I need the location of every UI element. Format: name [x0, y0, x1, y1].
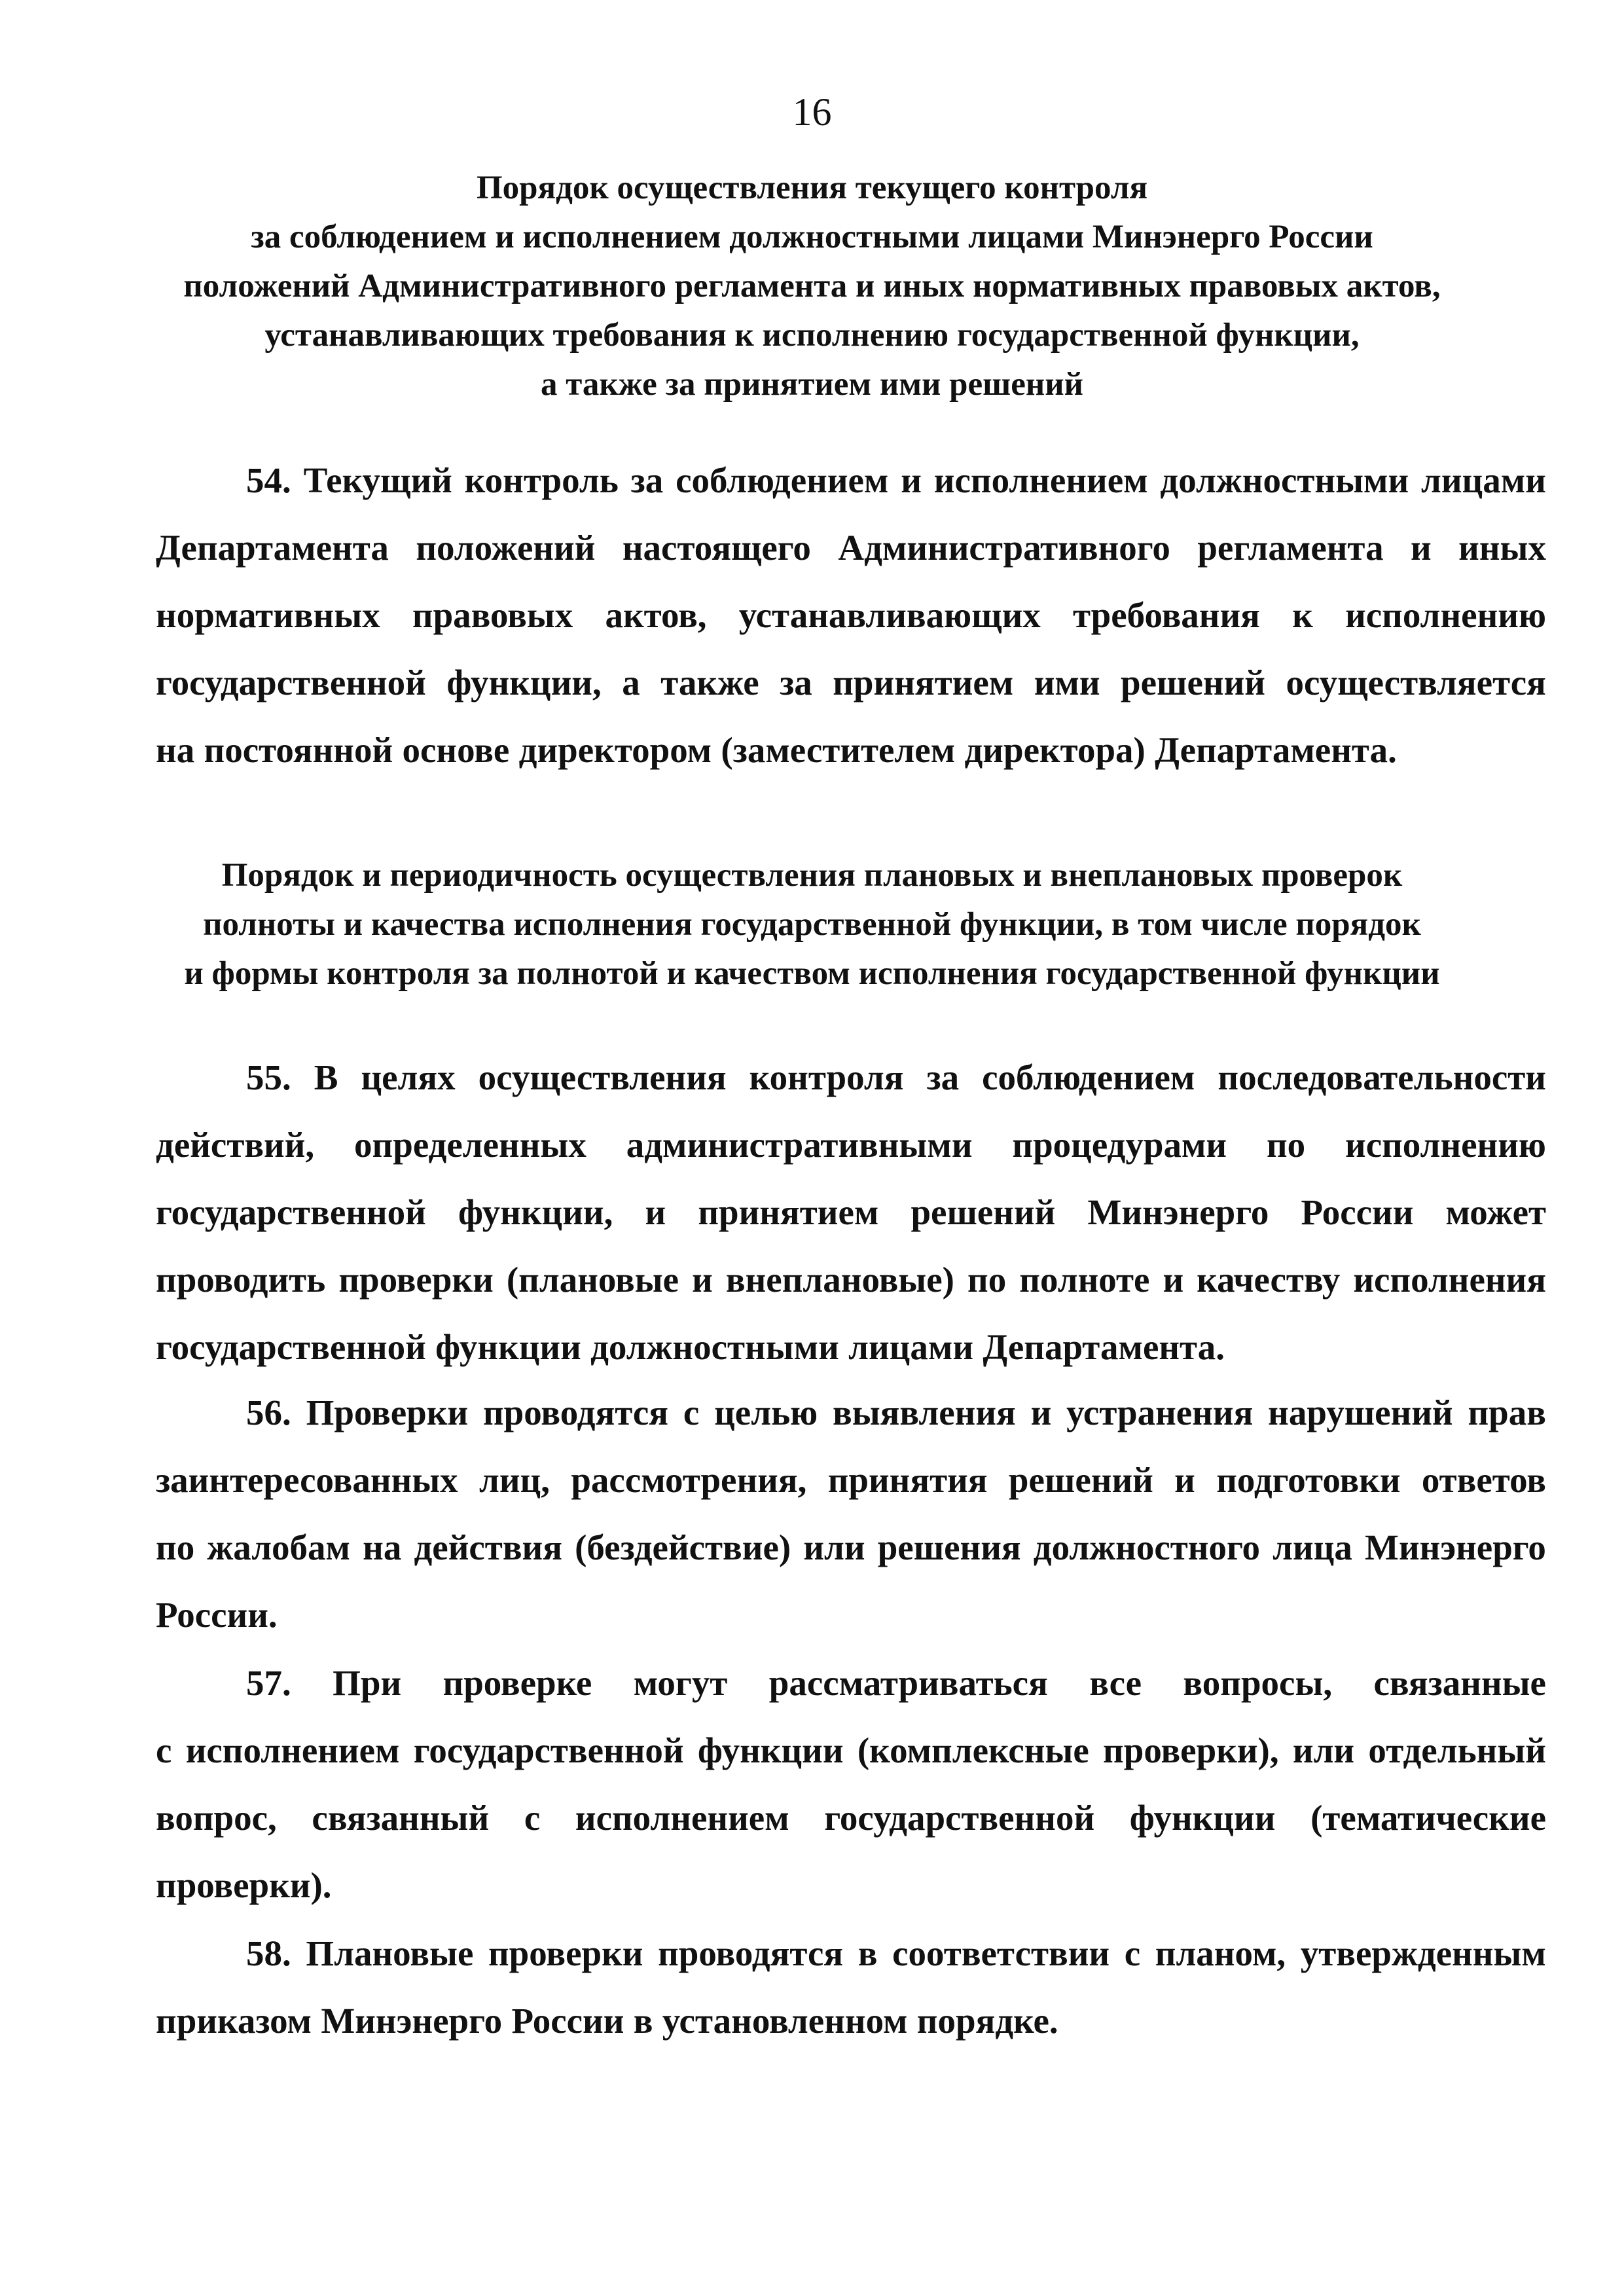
word: правовых	[412, 595, 573, 635]
word: Департамента	[156, 528, 389, 568]
word: к	[1292, 595, 1313, 635]
word: государственной	[156, 663, 426, 702]
word: и	[1163, 1260, 1184, 1300]
word: директором	[518, 730, 712, 770]
word: проверки).	[156, 1865, 332, 1905]
word: лицами	[1421, 460, 1546, 500]
word: соблюдением	[676, 460, 889, 500]
word: порядке.	[916, 2001, 1058, 2041]
word: жалобам	[207, 1527, 351, 1567]
word: связанные	[1373, 1663, 1546, 1703]
word: функции	[435, 1327, 581, 1367]
section-heading-inspections	[144, 851, 1480, 998]
word: качеству	[1197, 1260, 1341, 1300]
paragraph-line	[156, 716, 1546, 784]
paragraph-line	[156, 1514, 1546, 1581]
paragraph-line	[156, 1717, 1546, 1784]
word: административными	[626, 1125, 973, 1165]
word: и	[1030, 1393, 1052, 1432]
word: и	[901, 460, 922, 500]
word: процедурами	[1012, 1125, 1227, 1165]
word: исполнению	[1345, 595, 1546, 635]
word: настоящего	[622, 528, 811, 568]
word: принятием	[833, 663, 1014, 702]
paragraph-line	[156, 1379, 1546, 1446]
word: связанный	[312, 1798, 490, 1838]
word: полноте	[1019, 1260, 1150, 1300]
word: государственной	[156, 1327, 426, 1367]
word: могут	[633, 1663, 728, 1703]
word: проверке	[442, 1663, 592, 1703]
word: Плановые	[306, 1933, 474, 1973]
word: на	[363, 1527, 402, 1567]
word: за	[926, 1057, 960, 1097]
word: исполнением	[185, 1730, 400, 1770]
word: 54.	[246, 460, 291, 500]
word: проверки),	[1103, 1730, 1279, 1770]
paragraph-line	[156, 1446, 1546, 1514]
heading-line: устанавливающих требования к исполнению государственной функции,	[264, 317, 1360, 354]
word: проводятся	[482, 1393, 669, 1432]
word: выявления	[833, 1393, 1016, 1432]
word: прав	[1468, 1393, 1546, 1432]
paragraph-line	[156, 1649, 1546, 1717]
word: государственной	[413, 1730, 684, 1770]
word: регламента	[1197, 528, 1384, 568]
word: 55.	[246, 1057, 291, 1097]
word: Минэнерго	[1365, 1527, 1546, 1567]
word: основе	[402, 730, 510, 770]
word: все	[1089, 1663, 1142, 1703]
word: ответов	[1421, 1460, 1546, 1500]
word: решений	[911, 1192, 1056, 1232]
word: планом,	[1155, 1933, 1286, 1973]
word: Департамента.	[983, 1327, 1225, 1367]
word: может	[1445, 1192, 1546, 1232]
word: и	[645, 1192, 666, 1232]
word: государственной	[156, 1192, 426, 1232]
word: постоянной	[204, 730, 393, 770]
word: по	[1266, 1125, 1306, 1165]
word: требования	[1072, 595, 1260, 635]
word: утвержденным	[1300, 1933, 1546, 1973]
word: устранения	[1066, 1393, 1254, 1432]
word: России	[1301, 1192, 1414, 1232]
word: директора)	[964, 730, 1146, 770]
paragraph-line	[156, 1920, 1546, 1987]
word: нарушений	[1268, 1393, 1453, 1432]
word: функции,	[446, 663, 602, 702]
section-heading-current-control	[144, 164, 1480, 409]
word: в	[633, 2001, 653, 2041]
word: и	[1411, 528, 1432, 568]
paragraph-58	[156, 1920, 1546, 2054]
word: Проверки	[306, 1393, 469, 1432]
word: по	[156, 1527, 195, 1567]
word: (бездействие)	[575, 1527, 791, 1567]
word: установленном	[662, 2001, 908, 2041]
word: внеплановые)	[725, 1260, 954, 1300]
word: проверки	[338, 1260, 494, 1300]
page-number: 16	[792, 90, 832, 134]
word: 57.	[246, 1663, 291, 1703]
word: (плановые	[506, 1260, 679, 1300]
word: должностными	[1160, 460, 1409, 500]
word: Минэнерго	[321, 2001, 503, 2041]
word: также	[660, 663, 759, 702]
word: по	[967, 1260, 1007, 1300]
word: рассматриваться	[768, 1663, 1048, 1703]
word: действий,	[156, 1125, 315, 1165]
word: принятием	[698, 1192, 879, 1232]
word: Административного	[838, 528, 1170, 568]
word: лиц,	[479, 1460, 550, 1500]
word: осуществления	[478, 1057, 727, 1097]
word: (тематические	[1310, 1798, 1546, 1838]
word: Текущий	[303, 460, 452, 500]
word: исполнения	[1353, 1260, 1546, 1300]
word: в	[857, 1933, 878, 1973]
word: и	[1174, 1460, 1195, 1500]
word: последовательности	[1218, 1057, 1546, 1097]
word: вопрос,	[156, 1798, 277, 1838]
word: проводятся	[658, 1933, 844, 1973]
word: или	[803, 1527, 865, 1567]
paragraph-line	[156, 1178, 1546, 1246]
word: с	[156, 1730, 172, 1770]
paragraph-line	[156, 1851, 1546, 1919]
word: вопросы,	[1183, 1663, 1333, 1703]
heading-line: и формы контроля за полнотой и качеством исполнения государственной функции	[184, 955, 1440, 992]
word: соответствии	[892, 1933, 1110, 1973]
heading-line: Порядок и периодичность осуществления плановых и внеплановых проверок	[221, 857, 1403, 894]
word: проверки	[488, 1933, 643, 1973]
word: за	[780, 663, 812, 702]
word: государственной	[824, 1798, 1095, 1838]
word: В	[314, 1057, 338, 1097]
word: отдельный	[1368, 1730, 1546, 1770]
word: Минэнерго	[1087, 1192, 1269, 1232]
word: или	[1292, 1730, 1355, 1770]
word: (комплексные	[857, 1730, 1089, 1770]
heading-line: а также за принятием ими решений	[540, 366, 1084, 403]
word: исполнению	[1345, 1125, 1546, 1165]
paragraph-54	[156, 446, 1546, 784]
paragraph-line	[156, 514, 1546, 581]
paragraph-line	[156, 649, 1546, 716]
word: контроля	[749, 1057, 904, 1097]
heading-line: полноты и качества исполнения государственной функции, в том числе порядок	[203, 906, 1421, 943]
paragraph-line	[156, 1313, 1546, 1381]
paragraph-line	[156, 1044, 1546, 1111]
word: осуществляется	[1286, 663, 1546, 702]
word: лицами	[848, 1327, 974, 1367]
word: исполнением	[575, 1798, 789, 1838]
word: должностными	[590, 1327, 839, 1367]
paragraph-56	[156, 1379, 1546, 1649]
word: рассмотрения,	[571, 1460, 807, 1500]
word: актов,	[605, 595, 707, 635]
word: целью	[714, 1393, 818, 1432]
word: с	[1124, 1933, 1141, 1973]
word: нормативных	[156, 595, 380, 635]
word: лица	[1272, 1527, 1352, 1567]
word: Департамента.	[1155, 730, 1397, 770]
word: исполнением	[933, 460, 1148, 500]
word: функции	[1129, 1798, 1276, 1838]
paragraph-line	[156, 446, 1546, 514]
word: проводить	[156, 1260, 326, 1300]
heading-line: за соблюдением и исполнением должностными лицами Минэнерго России	[251, 219, 1373, 255]
word: России.	[156, 1595, 278, 1635]
word: за	[630, 460, 664, 500]
paragraph-line	[156, 1111, 1546, 1178]
heading-line: положений Административного регламента и иных нормативных правовых актов,	[183, 268, 1441, 304]
word: заинтересованных	[156, 1460, 458, 1500]
word: и	[692, 1260, 713, 1300]
paragraph-line	[156, 1581, 1546, 1649]
paragraph-line	[156, 1987, 1546, 2054]
word: с	[683, 1393, 700, 1432]
paragraph-55	[156, 1044, 1546, 1381]
word: подготовки	[1216, 1460, 1401, 1500]
word: решения	[877, 1527, 1021, 1567]
word: функции	[697, 1730, 844, 1770]
word: определенных	[354, 1125, 586, 1165]
word: устанавливающих	[738, 595, 1041, 635]
word: решений	[1121, 663, 1265, 702]
word: контроль	[464, 460, 619, 500]
paragraph-line	[156, 1246, 1546, 1313]
word: ими	[1034, 663, 1100, 702]
word: России	[511, 2001, 624, 2041]
word: 56.	[246, 1393, 291, 1432]
word: действия	[414, 1527, 562, 1567]
word: (заместителем	[721, 730, 956, 770]
word: 58.	[246, 1933, 291, 1973]
paragraph-57	[156, 1649, 1546, 1919]
word: целях	[361, 1057, 456, 1097]
word: а	[622, 663, 640, 702]
word: должностного	[1033, 1527, 1261, 1567]
word: на	[156, 730, 195, 770]
paragraph-line	[156, 581, 1546, 649]
heading-line: Порядок осуществления текущего контроля	[476, 170, 1148, 206]
word: с	[524, 1798, 541, 1838]
word: При	[333, 1663, 402, 1703]
word: решений	[1008, 1460, 1153, 1500]
word: приказом	[156, 2001, 312, 2041]
word: функции,	[458, 1192, 613, 1232]
word: иных	[1458, 528, 1546, 568]
paragraph-line	[156, 1784, 1546, 1851]
word: принятия	[827, 1460, 988, 1500]
word: соблюдением	[982, 1057, 1195, 1097]
word: положений	[416, 528, 596, 568]
